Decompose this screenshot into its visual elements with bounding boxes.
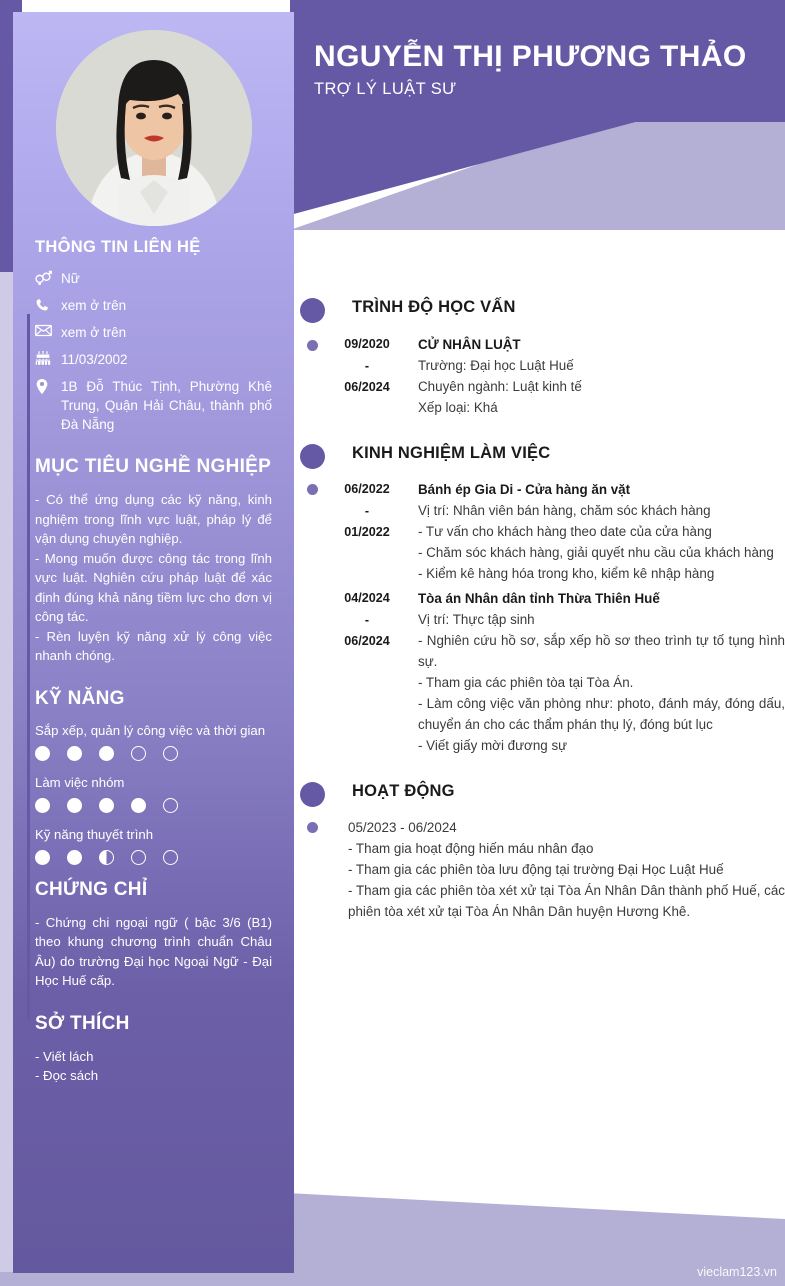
rating-dot [131,746,146,761]
activity-line: - Tham gia hoạt động hiến máu nhân đạo [348,841,594,856]
rating-dot [67,798,82,813]
date-separator: - [364,503,370,518]
contact-section [35,238,272,434]
skill-label: Làm việc nhóm [35,774,125,790]
portrait-photo-icon [56,30,252,226]
timeline-marker-icon [300,298,325,323]
contact-value: xem ở trên [61,325,127,340]
hobbies-section [35,1013,272,1086]
experience-detail: - Nghiên cứu hồ sơ, sắp xếp hồ sơ theo trình tự tố tụng hình sự. [418,633,785,669]
experience-heading: KINH NGHIỆM LÀM VIỆC [352,444,551,462]
objective-heading: MỤC TIÊU NGHỀ NGHIỆP [35,456,272,477]
experience-section [300,444,785,463]
experience-detail: Vị trí: Thực tập sinh [418,612,535,627]
sidebar [13,12,294,1273]
contact-list [35,269,272,434]
contact-item [35,296,272,315]
activities-date-range: 05/2023 - 06/2024 [348,820,457,835]
gender-icon [35,269,61,285]
skill-item [35,722,272,761]
rating-dot [131,850,146,865]
skill-item [35,774,272,813]
education-entry [300,334,785,418]
education-degree: CỬ NHÂN LUẬT [418,337,521,352]
rating-dot [163,850,178,865]
experience-company: Tòa án Nhân dân tỉnh Thừa Thiên Huế [418,591,660,606]
date-separator: - [364,358,370,373]
skill-label: Sắp xếp, quản lý công việc và thời gian [35,722,266,738]
experience-entry [300,479,785,584]
experience-detail: Vị trí: Nhân viên bán hàng, chăm sóc khách hàng [418,503,711,518]
skill-item [35,826,272,865]
contact-item [35,350,272,369]
education-detail: Xếp loại: Khá [418,400,498,415]
date-end: 01/2022 [344,525,390,539]
education-detail: Chuyên ngành: Luật kinh tế [418,379,582,394]
timeline-marker-icon [307,340,318,351]
experience-detail: - Tham gia các phiên tòa tại Tòa Án. [418,675,634,690]
contact-value: 1B Đỗ Thúc Tịnh, Phường Khê Trung, Quận Hải Châu, thành phố Đà Nẵng [61,379,272,432]
objective-line: - Rèn luyện kỹ năng xử lý công việc nhanh chóng. [35,628,272,663]
phone-icon [35,296,61,312]
rating-dot [99,850,114,865]
objective-line: - Có thể ứng dụng các kỹ năng, kinh nghiệm trong lĩnh vực luật, pháp lý để vận dụng chuyên nghiệp. [35,492,272,546]
education-detail: Trường: Đại học Luật Huế [418,358,574,373]
candidate-name: NGUYỄN THỊ PHƯƠNG THẢO [314,40,747,73]
education-dates [330,334,404,418]
activity-line: - Tham gia các phiên tòa xét xử tại Tòa Án Nhân Dân thành phố Huế, các phiên tòa xét xử tại Tòa Án Nhân Dân huyện Hương Khê. [348,883,785,919]
hobby-line: - Đọc sách [35,1068,99,1083]
rating-dot [163,746,178,761]
contact-item [35,269,272,288]
objective-line: - Mong muốn được công tác trong lĩnh vực luật. Nghiên cứu pháp luật để xác định đúng khả năng tiềm lực cho đơn vị công tác. [35,550,272,624]
activity-line: - Tham gia các phiên tòa lưu động tại trường Đại Học Luật Huế [348,862,724,877]
contact-value: Nữ [61,271,80,286]
contact-value: 11/03/2002 [61,352,128,367]
birthday-cake-icon [35,350,61,366]
date-start: 09/2020 [344,337,390,351]
objective-section [35,456,272,666]
timeline-marker-icon [300,782,325,807]
activities-entry [300,817,785,922]
timeline-marker-icon [307,484,318,495]
rating-dot [35,746,50,761]
rating-dot [99,798,114,813]
experience-dates [330,588,404,756]
hobby-line: - Viết lách [35,1048,94,1064]
activities-section [300,782,785,801]
contact-item [35,377,272,434]
skill-rating [35,746,272,761]
email-icon [35,323,61,337]
experience-entry [300,588,785,756]
experience-detail: - Kiểm kê hàng hóa trong kho, kiểm kê nhập hàng [418,566,715,581]
timeline-marker-icon [307,822,318,833]
main-content [300,236,785,922]
experience-detail: - Viết giấy mời đương sự [418,738,568,753]
skills-section [35,688,272,865]
watermark: vieclam123.vn [697,1265,777,1279]
certificates-heading: CHỨNG CHỈ [35,878,148,900]
education-section [300,298,785,317]
avatar [56,30,252,226]
certificates-section [35,879,272,991]
header-text-block [314,38,747,99]
experience-company: Bánh ép Gia Di - Cửa hàng ăn vặt [418,482,631,497]
experience-dates [330,479,404,584]
activities-heading: HOẠT ĐỘNG [352,782,455,800]
contact-value: xem ở trên [61,298,127,313]
experience-detail: - Làm công việc văn phòng như: photo, đánh máy, đóng dấu, chuyển án cho các thẩm phán thụ lý, đóng bút lục [418,696,785,732]
experience-detail: - Tư vấn cho khách hàng theo date của cửa hàng [418,524,712,539]
date-end: 06/2024 [344,380,390,394]
rating-dot [67,746,82,761]
rating-dot [131,798,146,813]
hobbies-heading: SỞ THÍCH [35,1012,130,1034]
skill-rating [35,850,272,865]
rating-dot [35,850,50,865]
skills-heading: KỸ NĂNG [35,687,125,709]
timeline-marker-icon [300,444,325,469]
date-start: 06/2022 [344,482,390,496]
date-end: 06/2024 [344,634,390,648]
date-separator: - [364,612,370,627]
rating-dot [67,850,82,865]
rating-dot [35,798,50,813]
skill-label: Kỹ năng thuyết trình [35,826,154,842]
rating-dot [99,746,114,761]
education-heading: TRÌNH ĐỘ HỌC VẤN [352,298,516,316]
timeline-line [27,314,30,1020]
location-pin-icon [35,377,61,395]
experience-detail: - Chăm sóc khách hàng, giải quyết nhu cầu của khách hàng [418,545,774,560]
rating-dot [163,798,178,813]
contact-heading: THÔNG TIN LIÊN HỆ [35,238,201,256]
contact-item [35,323,272,342]
candidate-job-title: TRỢ LÝ LUẬT SƯ [314,80,457,98]
skill-rating [35,798,272,813]
date-start: 04/2024 [344,591,390,605]
certificate-line: - Chứng chi ngoại ngữ ( bậc 3/6 (B1) theo khung chương trình chuẩn Châu Âu) do trường Đại học Ngoại Ngữ - Đại Học Huế cấp. [35,914,272,988]
